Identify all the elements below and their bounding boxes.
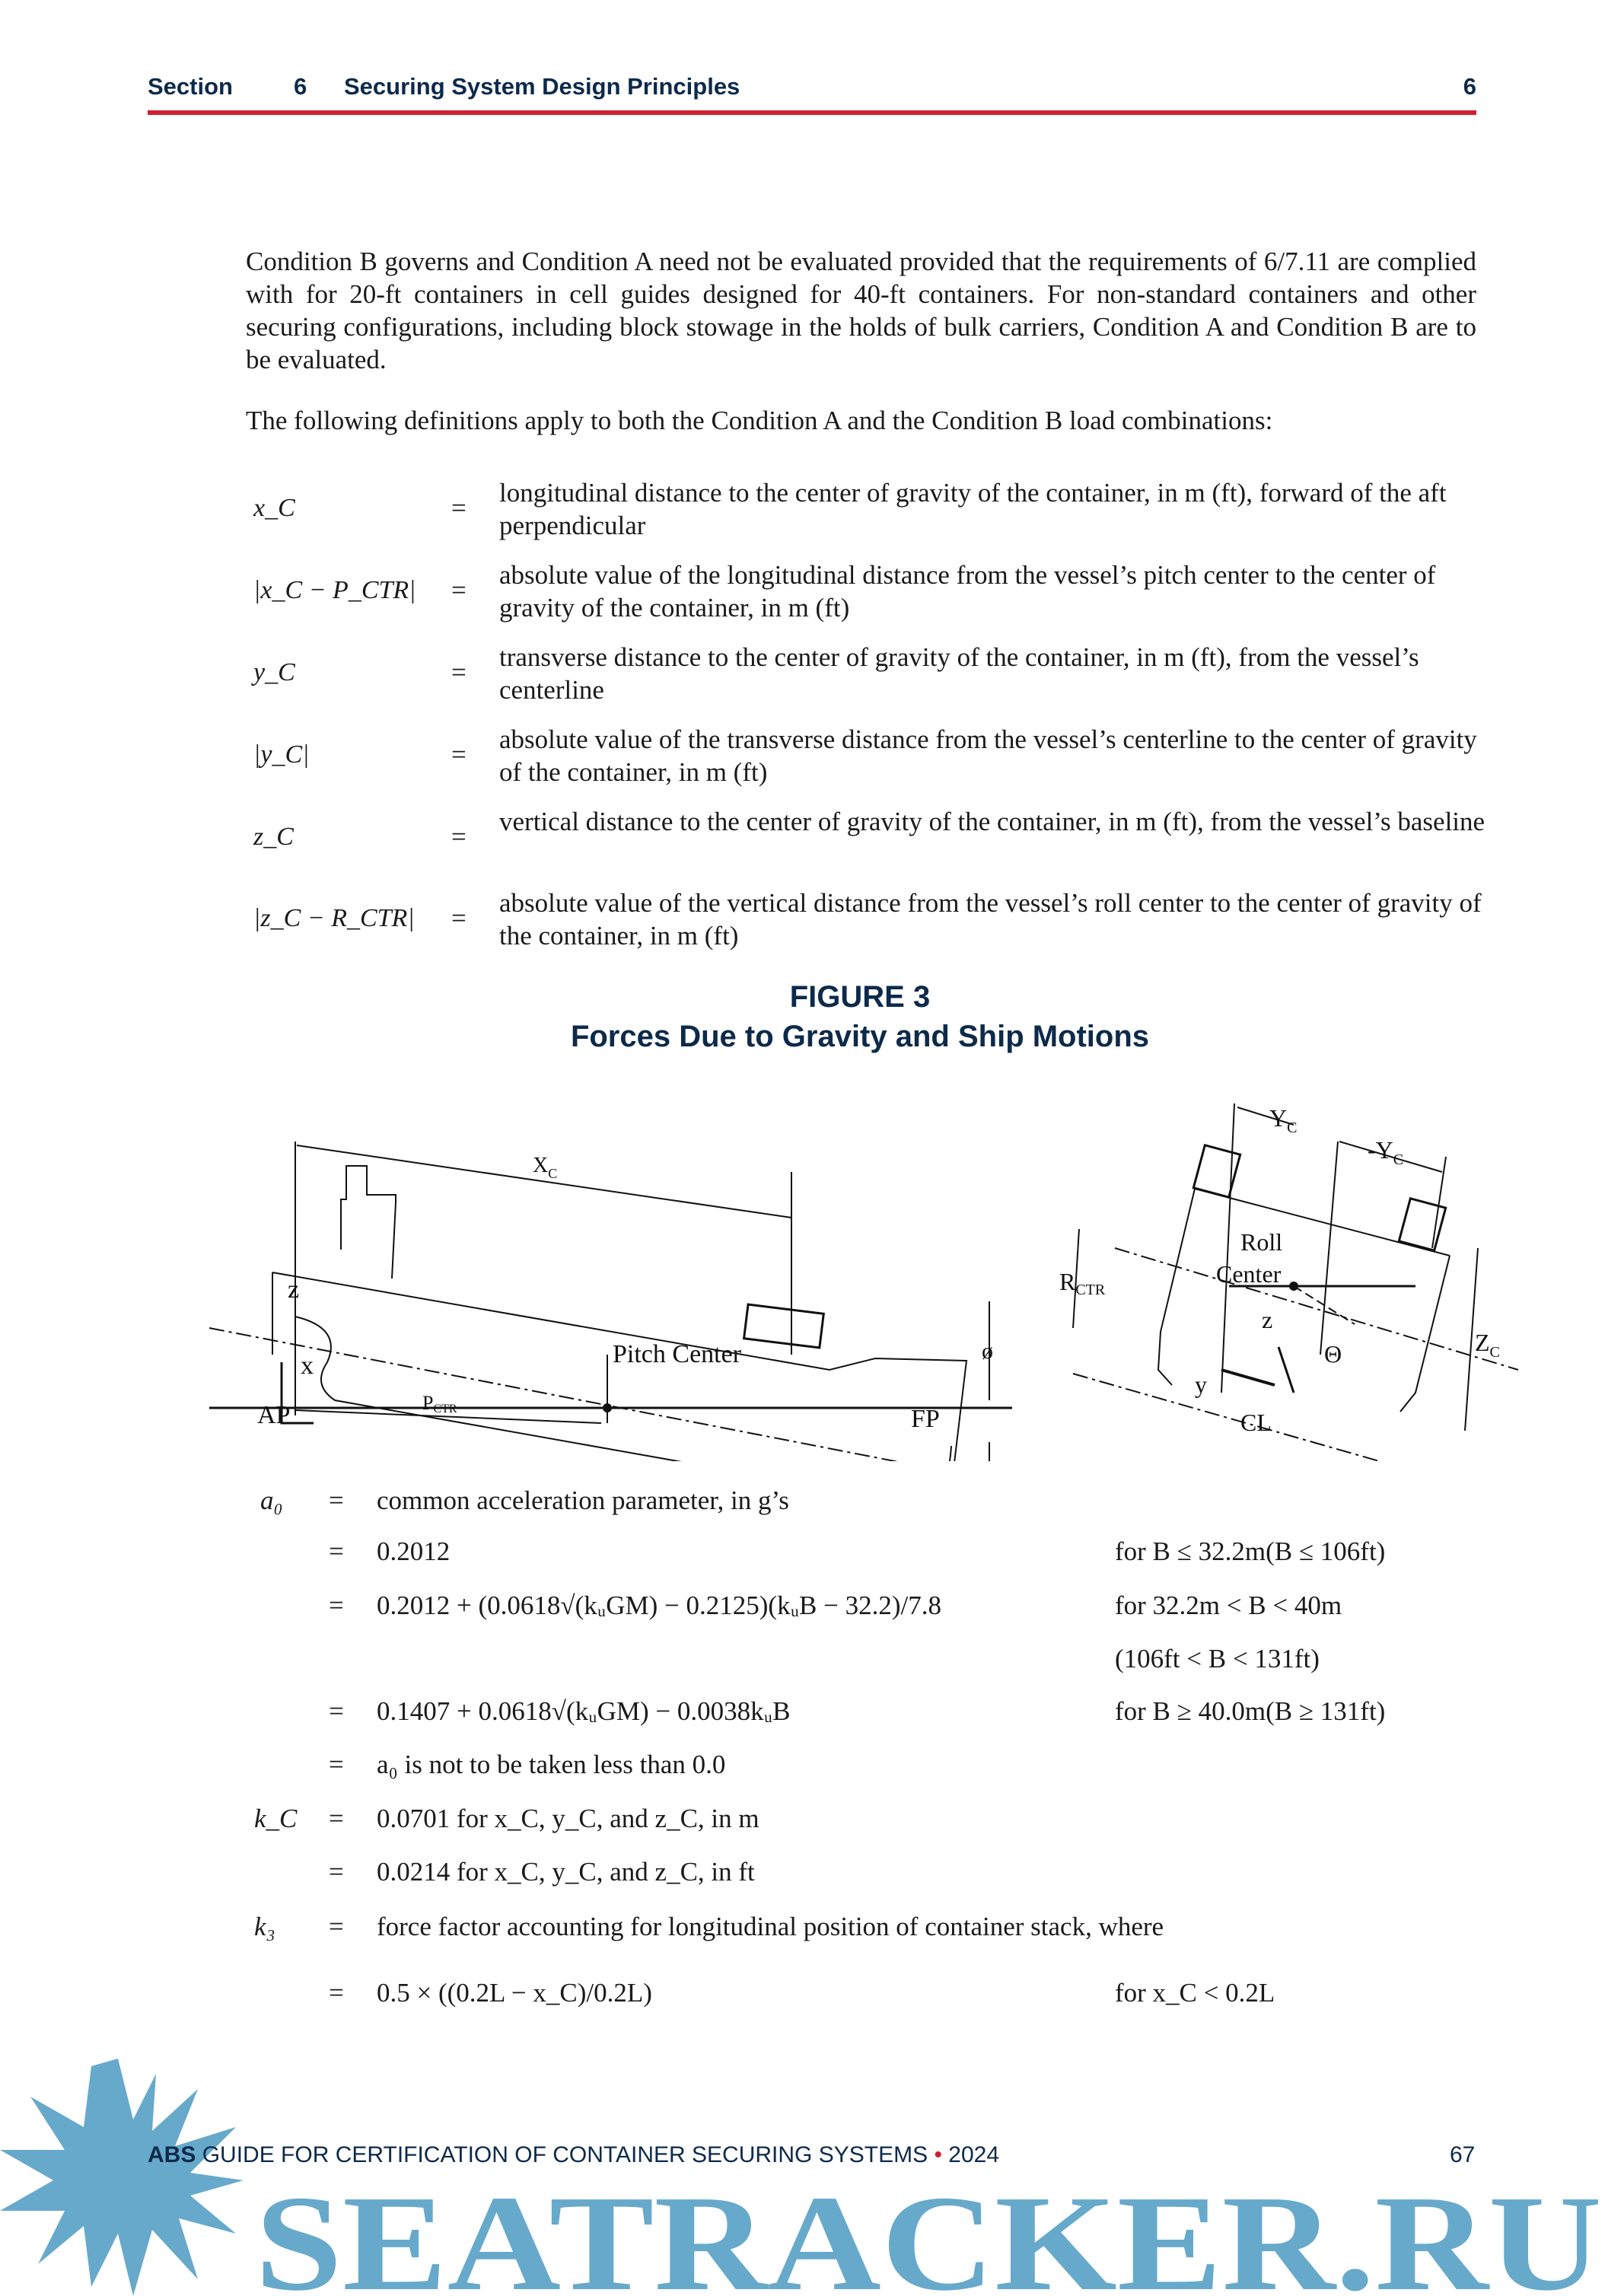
figure-title: Forces Due to Gravity and Ship Motions [570,1020,1150,1053]
equals: = [451,493,467,523]
header-rule [148,110,1476,115]
footer-brand: ABS [148,2142,196,2167]
section-number: 6 [294,73,307,100]
definition-symbol: x_C [253,494,295,522]
kc-value-m: 0.0701 for x_C, y_C, and z_C, in m [377,1804,759,1833]
equals: = [329,1696,344,1726]
theta-label: Θ [1324,1340,1342,1368]
k3-description: force factor accounting for longitudinal position of container stack, where [377,1912,1164,1941]
figure-diagram [0,1065,1624,1461]
roll-center-label: Roll [1240,1228,1283,1256]
pctr-sub: CTR [433,1403,457,1415]
equals: = [451,658,467,687]
watermark [251,2177,1613,2296]
a0-description: common acceleration parameter, in g’s [377,1486,789,1515]
definition-text: absolute value of the vertical distance from the vessel’s roll center to the center of gravity of the container, in m (ft) [499,888,1482,951]
equals: = [329,1750,344,1779]
a0-condition-2-ft: (106ft < B < 131ft) [1115,1644,1320,1673]
pctr-label: PCTR [422,1392,457,1415]
rctr-sub: CTR [1075,1282,1106,1298]
equals: = [329,1857,344,1887]
z-axis-label: z [288,1275,300,1304]
page-number: 67 [1450,2142,1476,2167]
a0-formula-3: 0.1407 + 0.0618√(kᵤGM) − 0.0038kᵤB [377,1696,791,1726]
footer-bullet: • [934,2142,942,2167]
equals: = [451,740,467,769]
ship-profile [209,1142,1012,1461]
equals: = [451,822,467,852]
centerline-label: CL [1240,1409,1272,1436]
a0-value-1: 0.2012 [377,1537,451,1566]
kc-value-ft: 0.0214 for x_C, y_C, and z_C, in ft [377,1857,755,1887]
ship-section [1073,1103,1518,1461]
definition-text: transverse distance to the center of gravity of the container, in m (ft), from the vessel’s centerline [499,642,1419,705]
watermark-text: SEATRACKER.RU [255,2177,1602,2296]
definition-text: absolute value of the transverse distance from the vessel’s centerline to the center of gravity of the container, in m (ft) [499,724,1477,787]
a0-symbol: a₀ [260,1486,283,1515]
definition-symbol: z_C [253,823,294,851]
neg-yc-sub: C [1393,1151,1404,1168]
equals: = [329,1537,344,1566]
page-footer [148,2142,999,2168]
equals: = [329,1978,344,2008]
xc-label: $X_C$ [533,1154,558,1181]
k3-formula: 0.5 × ((0.2L − x_C)/0.2L) [377,1978,652,2008]
equals: = [451,903,467,933]
footer-year: 2024 [948,2142,1000,2167]
pitch-center-label: Pitch Center [613,1340,742,1368]
section-y-label: y [1195,1371,1207,1398]
a0-condition-1: for B ≤ 32.2m(B ≤ 106ft) [1115,1537,1386,1566]
fp-label: FP [911,1405,940,1433]
figure-number: FIGURE 3 [789,980,931,1014]
a0-formula-2: 0.2012 + (0.0618√(kᵤGM) − 0.2125)(kᵤB − 32.2)/7.8 [377,1591,942,1620]
equals: = [451,575,467,605]
watermark-logo [0,2059,251,2296]
definition-symbol: |x_C − P_CTR| [253,576,416,604]
zc-sub: C [1489,1344,1500,1361]
footer-title: GUIDE FOR CERTIFICATION OF CONTAINER SECURING SYSTEMS [202,2142,928,2167]
definition-symbol: |z_C − R_CTR| [253,904,415,932]
definition-text: longitudinal distance to the center of gravity of the container, in m (ft), forward of the aft perpendicular [499,478,1447,540]
k3-symbol: k₃ [254,1912,275,1941]
x-axis-label: x [301,1352,314,1380]
sunburst-icon [0,2059,244,2296]
definition-symbol: y_C [253,658,295,686]
section-z-label: z [1262,1306,1273,1333]
definition-text: absolute value of the longitudinal distance from the vessel’s pitch center to the center of gravity of the container, in m (ft) [499,560,1436,623]
equals: = [329,1486,344,1515]
equals: = [329,1591,344,1620]
a0-note: a₀ is not to be taken less than 0.0 [377,1750,726,1779]
roll-center-label-2: Center [1216,1260,1282,1288]
section-label: Section [148,73,233,100]
a0-condition-3: for B ≥ 40.0m(B ≥ 131ft) [1115,1696,1386,1726]
kc-symbol: k_C [254,1804,298,1833]
paragraph: Condition B governs and Condition A need not be evaluated provided that the requirements of 6/7.11 are complied with for 20-ft containers in cell guides designed for 40-ft containers. For non-standard containers and other securing configurations, including block stowage in the holds of bulk carriers, Condition A and Condition B are to be evaluated. [246,247,1476,374]
k3-condition: for x_C < 0.2L [1115,1978,1275,2008]
paragraph: The following definitions apply to both the Condition A and the Condition B load combinations: [246,406,1273,435]
xc-sub: C [548,1166,558,1181]
page-header [148,73,1476,113]
ap-label: AP [257,1401,291,1429]
equals: = [329,1912,344,1941]
zc-label: $Z_C$ [1475,1329,1500,1361]
rctr-label: RCTR [1059,1268,1106,1298]
definition-text: vertical distance to the center of gravity of the container, in m (ft), from the vessel’s baseline [499,807,1485,836]
yc-label: $Y_C$ [1269,1104,1298,1136]
definition-symbol: |y_C| [253,740,310,769]
equals: = [329,1804,344,1833]
header-page-ref: 6 [1463,73,1476,100]
yc-sub: C [1287,1119,1298,1136]
neg-yc-label: $-Y_C$ [1368,1136,1404,1168]
phi-label: ø [982,1339,993,1364]
a0-condition-2: for 32.2m < B < 40m [1115,1591,1342,1620]
section-title: Securing System Design Principles [344,73,740,100]
